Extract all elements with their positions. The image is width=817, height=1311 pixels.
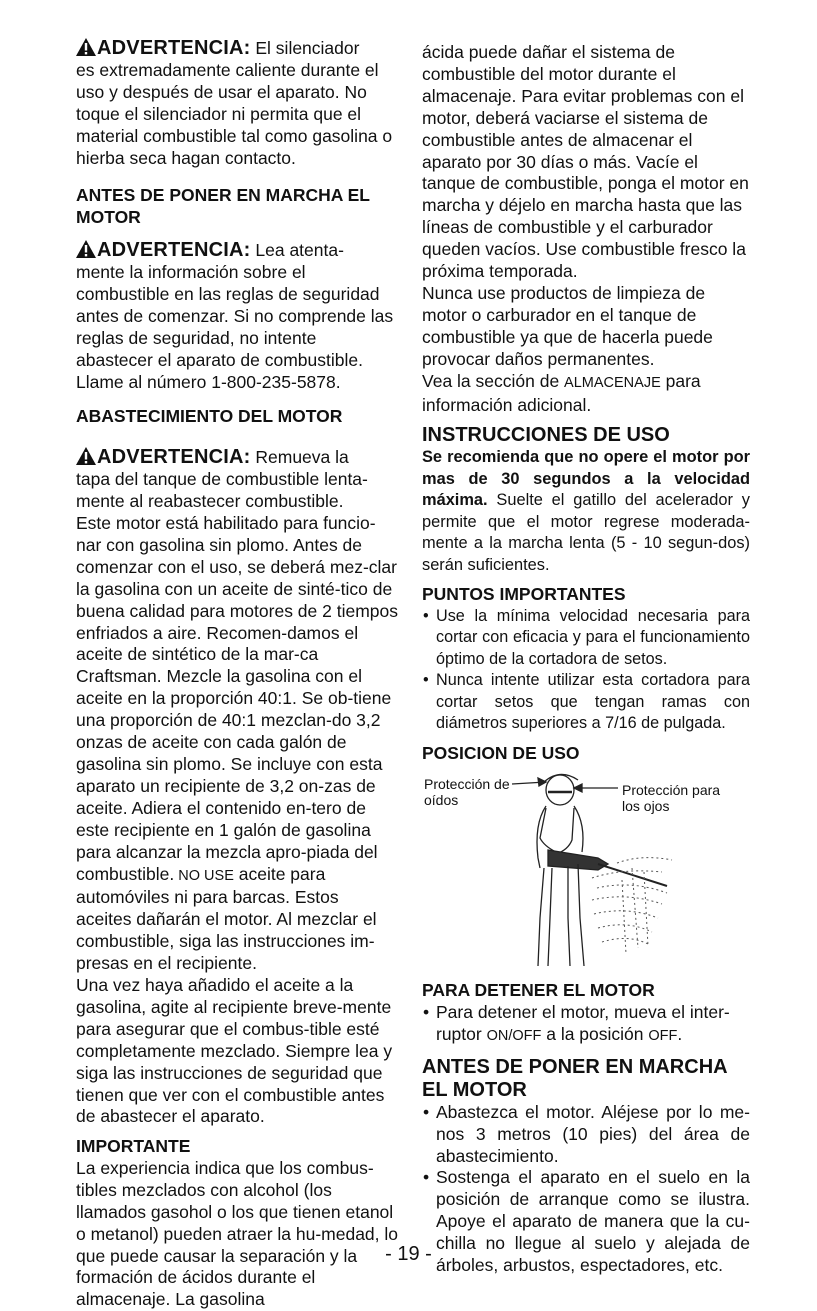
warning-triangle-icon: [76, 240, 96, 258]
list-item: • Para detener el motor, mueva el inter-ruptor ON/OFF a la posición OFF.: [423, 1001, 730, 1044]
section-heading-antes: ANTES DE PONER EN MARCHA EL MOTOR: [76, 185, 370, 227]
operator-illustration: [422, 768, 750, 968]
left-column: [76, 38, 398, 1311]
fuel-mix-paragraph: Este motor está habilitado para funcio-nar con gasolina sin plomo. Antes de comenzar con el uso, se deberá mez-clar la gasolina con un aceite de sinté-tico de buena calidad para motores de 2 tiempos enfriados a aire. Recomen-damos el aceite de sintético de la mar-ca Craftsman. Mezcle la gasolina con el aceite en la proporción 40:1. Se ob-tiene una proporción de 40:1 mezclan-do 3,2 onzas de aceite con cada galón de gasolina sin plomo. Se incluye con esta aparato un recipiente de 3,2 on-zas de aceite. Adiera el contenido en-tero de este recipiente en 1 galón de gasolina para alcanzar la mezcla apro-piada del combustible. NO USE aceite para automóviles ni para barcas. Estos aceites dañarán el motor. Al mezclar el combustible, siga las instrucciones im-presas en el recipiente.: [76, 513, 399, 974]
warning-muffler: ADVERTENCIA: El silenciador es extremadamente caliente durante el uso y después de usar el aparato. No toque el silenciador ni permita que el material combustible tal como gasolina o hierba seca hagan contacto.: [76, 37, 393, 168]
section-heading-antes-right: ANTES DE PONER EN MARCHA EL MOTOR: [422, 1055, 727, 1101]
puntos-list: [422, 606, 750, 735]
section-heading-posicion: POSICION DE USO: [422, 742, 580, 763]
section-heading-puntos: PUNTOS IMPORTANTES: [422, 584, 626, 605]
warning-triangle-icon: [76, 38, 96, 56]
operating-position-figure: [422, 768, 750, 968]
list-item: • Use la mínima velocidad necesaria para cortar con eficacia y para el funcionamiento óptimo de la cortadora de setos.: [423, 606, 750, 668]
warning-triangle-icon: [76, 447, 96, 465]
list-item: • Sostenga el aparato en el suelo en la posición de arranque como se ilustra. Apoye el aparato de manera que la cu-chilla no llegue al suelo y alejada de árboles, arbustos, espectadores, etc.: [423, 1167, 750, 1276]
page-number: - 19 -: [385, 1243, 432, 1265]
section-heading-abastecimiento: ABASTECIMIENTO DEL MOTOR: [76, 405, 343, 426]
section-heading-instrucciones: INSTRUCCIONES DE USO: [422, 424, 670, 447]
list-item: • Nunca intente utilizar esta cortadora para cortar setos que tengan ramas con diámetros superiores a 7/16 de pulgada.: [423, 671, 750, 733]
cleaning-paragraph: Nunca use productos de limpieza de motor o carburador en el tanque de combustible ya que de hacerla puede provocar daños permanentes.: [422, 282, 713, 369]
list-item: • Abastezca el motor. Aléjese por lo me-nos 3 metros (10 pies) del área de abastecimiento.: [423, 1101, 750, 1166]
warning-label: ADVERTENCIA:: [97, 37, 251, 59]
hearing-protection-label: Protección de oídos: [424, 776, 510, 809]
eye-protection-label: Protección para los ojos: [622, 782, 721, 815]
warning-fuel-info: ADVERTENCIA: Lea atenta- mente la información sobre el combustible en las reglas de seguridad antes de comenzar. Si no comprende las reglas de seguridad, no intente abastecer el aparato de combustible. Llame al número 1-800-235-5878.: [76, 239, 394, 392]
storage-paragraph: ácida puede dañar el sistema de combustible del motor durante el almacenaje. Para evitar problemas con el motor, deberá vaciarse el sistema de combustible antes de almacenar el aparato por 30 días o más. Vacíe el tanque de combustible, ponga el motor en marcha y déjelo en marcha hasta que las líneas de combustible y el carburador queden vacíos. Use combustible fresco la próxima temporada.: [422, 42, 749, 282]
warning-label: ADVERTENCIA:: [97, 239, 251, 262]
usage-intro: Se recomienda que no opere el motor por mas de 30 segundos a la velocidad máxima. Suelte el gatillo del acelerador y permite que el motor regrese moderada-mente a la marcha lenta (5 - 10 segun-dos) serán suficientes.: [422, 448, 750, 574]
section-heading-importante: IMPORTANTE: [76, 1136, 191, 1157]
detener-list: [422, 1002, 750, 1048]
storage-reference: Vea la sección de ALMACENAJE para información adicional.: [422, 370, 701, 415]
section-heading-detener: PARA DETENER EL MOTOR: [422, 980, 655, 1001]
warning-label: ADVERTENCIA:: [97, 446, 251, 469]
right-column: [422, 42, 750, 1277]
alcohol-fuel-paragraph: La experiencia indica que los combus-tibles mezclados con alcohol (los llamados gasohol o los que tienen etanol o metanol) pueden atraer la hu-medad, lo que puede causar la separación y la formación de ácidos durante el almacenaje. La gasolina: [76, 1157, 399, 1310]
fuel-shake-paragraph: Una vez haya añadido el aceite a la gasolina, agite al recipiente breve-mente para asegurar que el combus-tible esté completamente mezclado. Siempre lea y siga las instrucciones de seguridad que tienen que ver con el combustible antes de abastecer el aparato.: [76, 975, 393, 1127]
warning-fuel-cap: ADVERTENCIA: Remueva la tapa del tanque de combustible lenta-mente al reabastecer combustible.: [76, 446, 368, 512]
